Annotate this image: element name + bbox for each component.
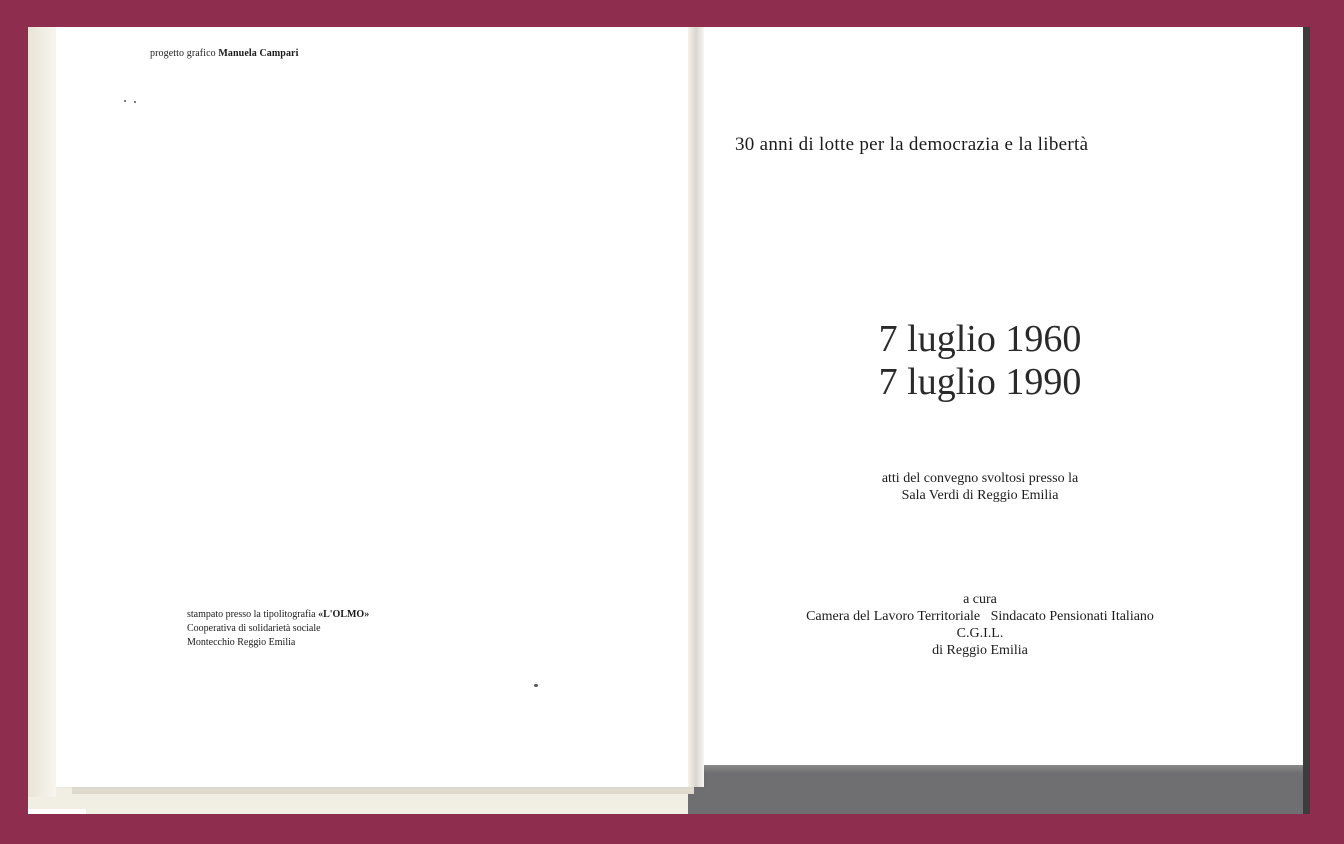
title-date-1: 7 luglio 1960	[878, 318, 1082, 360]
printer-line-1	[187, 608, 369, 622]
book-scan	[28, 27, 1310, 814]
scan-corner	[28, 809, 86, 814]
scan-speck	[134, 101, 136, 103]
credit-name: Manuela Campari	[218, 48, 299, 59]
right-dark-edge	[1303, 27, 1310, 814]
editors-line-3: C.G.I.L.	[956, 626, 1004, 641]
title-date-2: 7 luglio 1990	[878, 361, 1082, 403]
credit-prefix: progetto grafico	[150, 48, 216, 59]
editors-line-1: a cura	[963, 592, 997, 607]
scan-speck	[124, 100, 126, 102]
graphic-design-credit	[150, 48, 298, 59]
book-heading: 30 anni di lotte per la democrazia e la libertà	[735, 134, 1089, 155]
printer-info	[187, 608, 369, 650]
book-gutter	[688, 27, 704, 787]
printer-line-3: Montecchio Reggio Emilia	[187, 637, 296, 648]
printer-name: «L'OLMO»	[318, 609, 370, 620]
editors-block	[740, 591, 1220, 659]
proceedings-line-2: Sala Verdi di Reggio Emilia	[901, 488, 1059, 503]
printer-line-1-prefix: stampato presso la tipolitografia	[187, 609, 316, 620]
right-page-shadow	[704, 765, 1304, 773]
editors-line-4: di Reggio Emilia	[932, 643, 1028, 658]
proceedings-line-1: atti del convegno svoltosi presso la	[881, 471, 1079, 486]
printer-line-2: Cooperativa di solidarietà sociale	[187, 623, 321, 634]
cover-edge	[28, 27, 56, 797]
proceedings-note	[760, 470, 1200, 504]
left-page	[56, 27, 702, 787]
scan-speck	[534, 684, 538, 687]
editors-line-2: Camera del Lavoro Territoriale Sindacato Pensionati Italiano	[806, 609, 1154, 624]
title-dates	[760, 318, 1200, 404]
